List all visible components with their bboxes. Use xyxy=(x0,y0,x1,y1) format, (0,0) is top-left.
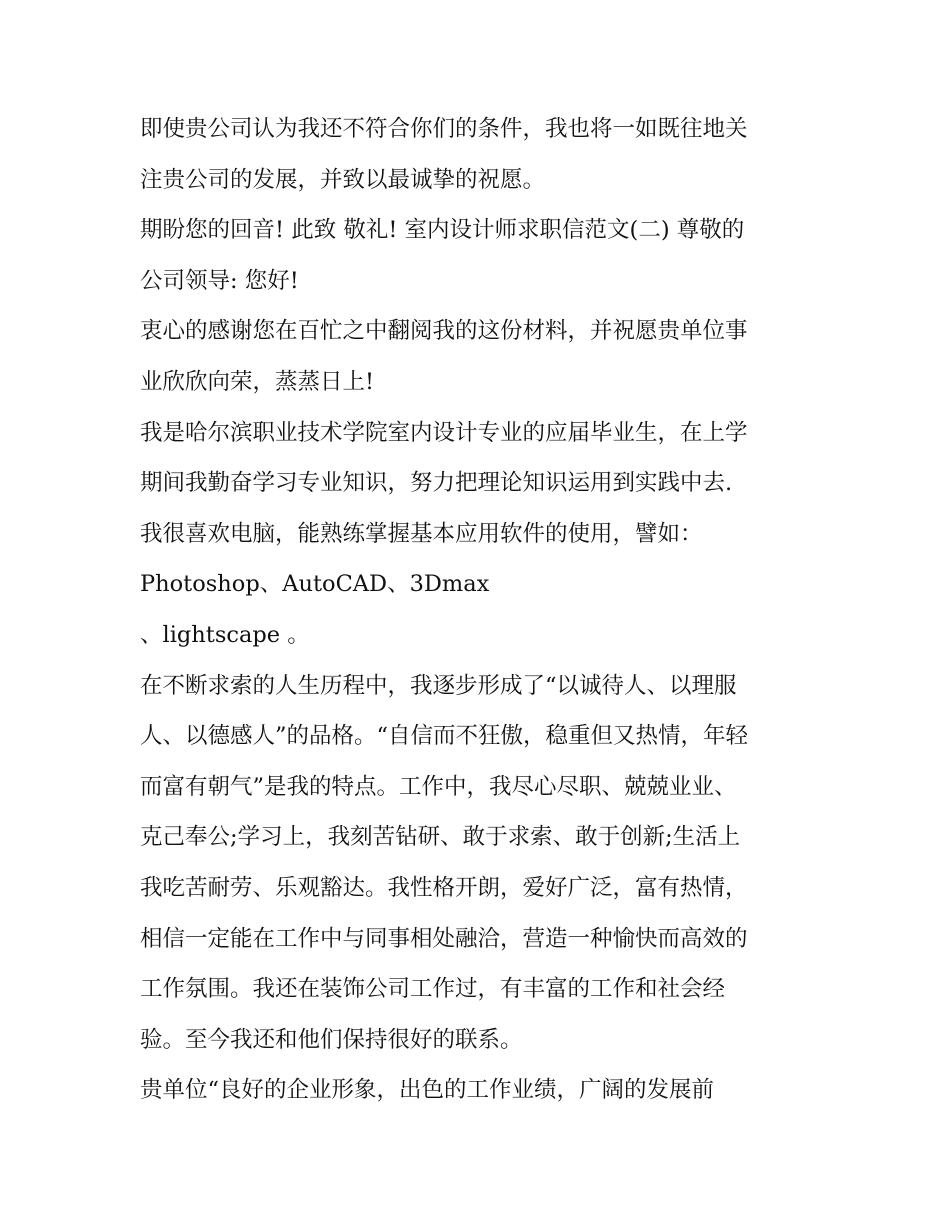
text-line: 衷心的感谢您在百忙之中翻阅我的这份材料，并祝愿贵单位事 xyxy=(140,318,748,345)
text-line: 公司领导: 您好! xyxy=(140,267,299,294)
text-line: 我吃苦耐劳、乐观豁达。我性格开朗，爱好广泛，富有热情， xyxy=(140,874,748,901)
text-line: 验。至今我还和他们保持很好的联系。 xyxy=(140,1026,523,1053)
text-line: 相信一定能在工作中与同事相处融洽，营造一种愉快而高效的 xyxy=(140,925,748,952)
text-line: 业欣欣向荣，蒸蒸日上! xyxy=(140,368,375,395)
text-line: 我是哈尔滨职业技术学院室内设计专业的应届毕业生，在上学 xyxy=(140,419,748,446)
text-line: 贵单位“良好的企业形象，出色的工作业绩，广阔的发展前 xyxy=(140,1077,715,1104)
text-line: 、lightscape 。 xyxy=(140,621,310,648)
letter-body xyxy=(140,104,820,1116)
text-line: 即使贵公司认为我还不符合你们的条件，我也将一如既往地关 xyxy=(140,116,748,142)
text-line: 期盼您的回音! 此致 敬礼! 室内设计师求职信范文(二) 尊敬的 xyxy=(140,217,745,244)
text-line: 而富有朝气”是我的特点。工作中，我尽心尽职、兢兢业业、 xyxy=(140,773,737,800)
text-line: 注贵公司的发展，并致以最诚挚的祝愿。 xyxy=(140,166,546,193)
text-line: 人、以德感人”的品格。“自信而不狂傲，稳重但又热情，年轻 xyxy=(140,723,749,750)
text-line: 工作氛围。我还在装饰公司工作过，有丰富的工作和社会经 xyxy=(140,976,726,1003)
text-line: 期间我勤奋学习专业知识，努力把理论知识运用到实践中去. xyxy=(140,470,733,497)
text-line: 在不断求索的人生历程中，我逐步形成了“以诚待人、以理服 xyxy=(140,672,737,699)
text-line: 我很喜欢电脑，能熟练掌握基本应用软件的使用，譬如： xyxy=(140,520,703,547)
text-line: 克己奉公;学习上，我刻苦钻研、敢于求索、敢于创新;生活上 xyxy=(140,824,741,851)
text-line: Photoshop、AutoCAD、3Dmax xyxy=(140,571,490,598)
